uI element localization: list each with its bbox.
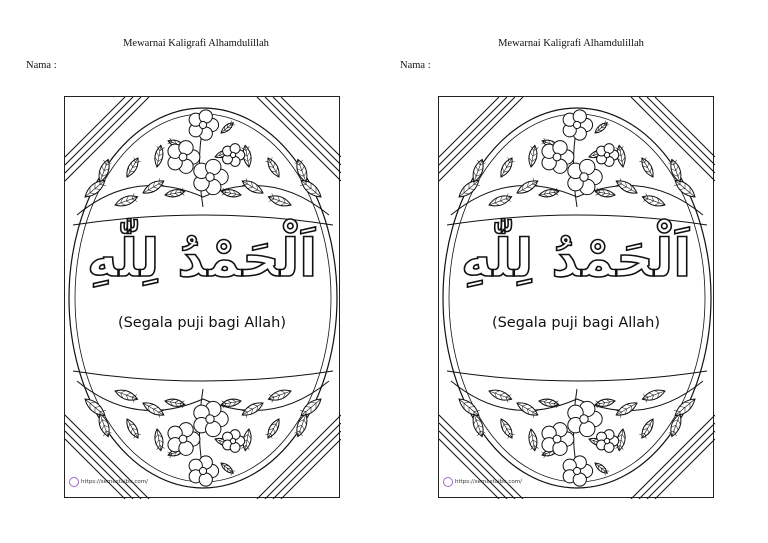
sheet-title: Mewarnai Kaligrafi Alhamdulillah — [123, 38, 269, 49]
site-logo-icon — [443, 477, 453, 487]
name-label: Nama : — [26, 60, 57, 71]
source-url: https://semestaibu.com/ — [455, 479, 522, 485]
coloring-card — [438, 96, 714, 498]
calligraphy-text: اَلْحَمْدُ لِلّٰهِ — [86, 229, 318, 289]
site-logo-icon — [69, 477, 79, 487]
name-label: Nama : — [400, 60, 431, 71]
source-credit — [443, 477, 522, 487]
calligraphy-text: اَلْحَمْدُ لِلّٰهِ — [460, 229, 692, 289]
translation-text: (Segala puji bagi Allah) — [117, 315, 287, 331]
sheet-title: Mewarnai Kaligrafi Alhamdulillah — [498, 38, 644, 49]
card-artwork — [439, 97, 715, 499]
translation-text: (Segala puji bagi Allah) — [491, 315, 661, 331]
coloring-card — [64, 96, 340, 498]
card-artwork — [65, 97, 341, 499]
source-credit — [69, 477, 148, 487]
source-url: https://semestaibu.com/ — [81, 479, 148, 485]
